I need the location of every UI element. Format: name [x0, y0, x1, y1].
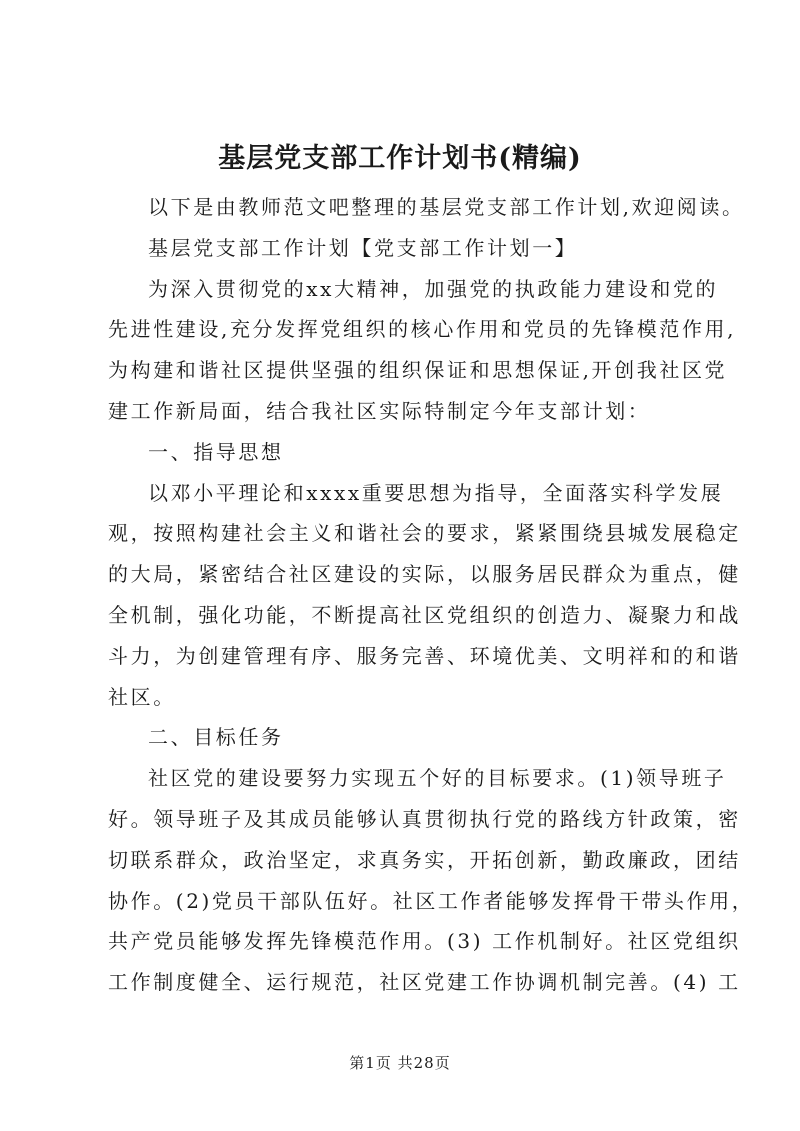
paragraph-line: 的大局，紧密结合社区建设的实际，以服务居民群众为重点，健: [108, 562, 741, 587]
paragraph-line: 切联系群众，政治坚定，求真务实，开拓创新，勤政廉政，团结: [108, 847, 741, 872]
paragraph-line: 工作制度健全、运行规范，社区党建工作协调机制完善。(4) 工: [108, 970, 741, 995]
paragraph-line: 以下是由教师范文吧整理的基层党支部工作计划,欢迎阅读。: [148, 195, 745, 219]
paragraph-line: 观，按照构建社会主义和谐社会的要求，紧紧围绕县城发展稳定: [108, 521, 741, 546]
paragraph-line: 协作。(2)党员干部队伍好。社区工作者能够发挥骨干带头作用，: [108, 888, 755, 913]
paragraph-line: 共产党员能够发挥先锋模范作用。(3) 工作机制好。社区党组织: [108, 929, 741, 954]
paragraph-line: 斗力，为创建管理有序、服务完善、环境优美、文明祥和的和谐: [108, 643, 741, 668]
section-heading: 二、目标任务: [148, 725, 284, 750]
paragraph-line: 以邓小平理论和xxxx重要思想为指导，全面落实科学发展: [148, 480, 724, 505]
paragraph-line: 好。领导班子及其成员能够认真贯彻执行党的路线方针政策，密: [108, 806, 741, 831]
paragraph-line: 为深入贯彻党的xx大精神，加强党的执政能力建设和党的: [148, 276, 719, 301]
paragraph-line: 社区党的建设要努力实现五个好的目标要求。(1)领导班子: [148, 766, 727, 791]
paragraph-line: 社区。: [108, 684, 176, 709]
section-heading: 一、指导思想: [148, 439, 284, 464]
page-number: 第1页 共28页: [349, 1054, 451, 1072]
paragraph-line: 全机制，强化功能，不断提高社区党组织的创造力、凝聚力和战: [108, 602, 741, 627]
paragraph-line: 建工作新局面，结合我社区实际特制定今年支部计划：: [108, 398, 651, 423]
paragraph-line: 基层党支部工作计划【党支部工作计划一】: [148, 235, 578, 260]
document-body: [108, 187, 755, 1003]
paragraph-line: 先进性建设,充分发挥党组织的核心作用和党员的先锋模范作用,: [108, 317, 737, 342]
document-title: 基层党支部工作计划书(精编): [218, 143, 582, 174]
paragraph-line: 为构建和谐社区提供坚强的组织保证和思想保证,开创我社区党: [108, 358, 728, 383]
